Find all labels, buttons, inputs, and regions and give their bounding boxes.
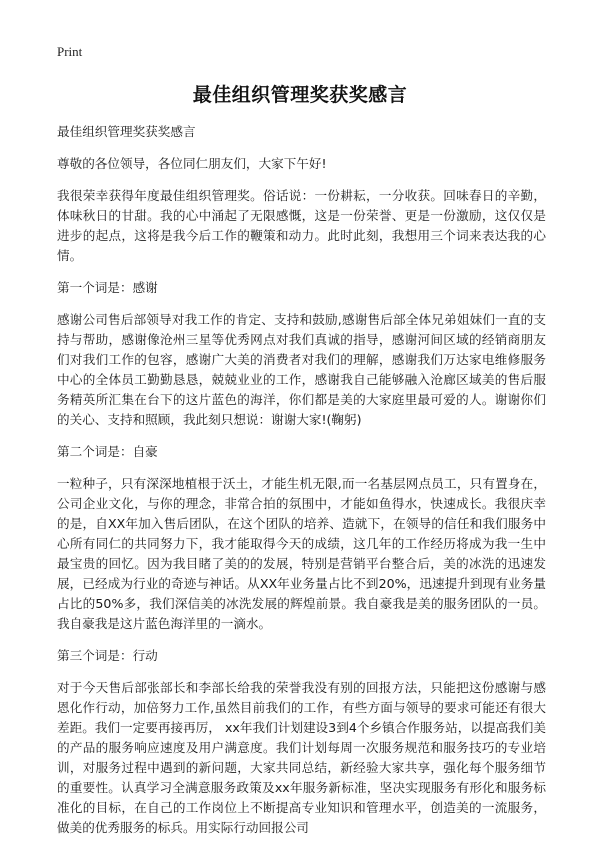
section-heading-pride: 第二个词是：自豪 — [57, 444, 158, 459]
paragraph-subtitle: 最佳组织管理奖获奖感言 — [57, 124, 196, 139]
paragraph-pride: 一粒种子，只有深深地植根于沃土，才能生机无限,而一名基层网点员工，只有置身在，公司企业文化，与你的理念，非常合拍的氛围中，才能如鱼得水，快速成长。我很庆幸的是，自XX年加入售后团队，在这个团队的培养、造就下，在领导的信任和我们服务中心所有同仁的共同努力下，我才能取得今天的成绩，这几年的工作经历将成为我一生中最宝贵的回忆。因为我目睹了美的的发展，特别是营销平台整合后，美的冰洗的迅速发展，已经成为行业的奇迹与神话。从XX年业务量占比不到20%，迅速提升到现有业务量占比的50%多，我们深信美的冰洗发展的辉煌前景。我自豪我是美的服务团队的一员。我自豪我是这片蓝色海洋里的一滴水。 — [57, 476, 546, 631]
paragraph-greeting: 尊敬的各位领导，各位同仁朋友们，大家下午好! — [57, 156, 327, 171]
paragraph-intro: 我很荣幸获得年度最佳组织管理奖。俗话说：一份耕耘，一分收获。回味春日的辛勤，体味秋日的甘甜。我的心中涌起了无限感慨，这是一份荣誉、更是一份激励，这仅仅是进步的起点，这将是我今后工作的鞭策和动力。此时此刻，我想用三个词来表达我的心情。 — [57, 188, 546, 263]
page-title: 最佳组织管理奖获奖感言 — [192, 84, 408, 106]
section-heading-action: 第三个词是：行动 — [57, 648, 158, 663]
document-body — [57, 122, 546, 850]
paragraph-thanks: 感谢公司售后部领导对我工作的肯定、支持和鼓励,感谢售后部全体兄弟姐妹们一直的支持与帮助，感谢像沧州三星等优秀网点对我们真诚的指导，感谢河间区域的经销商朋友们对我们工作的包容，感谢广大美的消费者对我们的理解，感谢我们万达家电维修服务中心的全体员工勤勤恳恳，兢兢业业的工作，感谢我自己能够融入沧廊区域美的售后服务精英所汇集在台下的这片蓝色的海洋，你们都是美的大家庭里最可爱的人。谢谢你们的关心、支持和照顾，我此刻只想说：谢谢大家!(鞠躬) — [57, 312, 546, 427]
paragraph-action: 对于今天售后部张部长和李部长给我的荣誉我没有别的回报方法，只能把这份感谢与感恩化作行动，加倍努力工作,虽然目前我们的工作，有些方面与领导的要求可能还有很大差距。我们一定要再接再厉， xx年我们计划建设3到4个乡镇合作服务站，以提高我们美的产品的服务响应速度及用户满意度。我们计划每周一次服务规范和服务技巧的专业培训，对服务过程中遇到的新问题，大家共同总结，新经验大家共享，强化每个服务细节的重要性。认真学习全满意服务政策及xx年服务新标准，坚决实现服务有形化和服务标准化的目标，在自己的工作岗位上不断提高专业知识和管理水平，创造美的一流服务，做美的优秀服务的标兵。用实际行动回报公司 — [57, 680, 546, 835]
print-link[interactable]: Print — [57, 44, 83, 59]
section-heading-thanks: 第一个词是：感谢 — [57, 280, 158, 295]
